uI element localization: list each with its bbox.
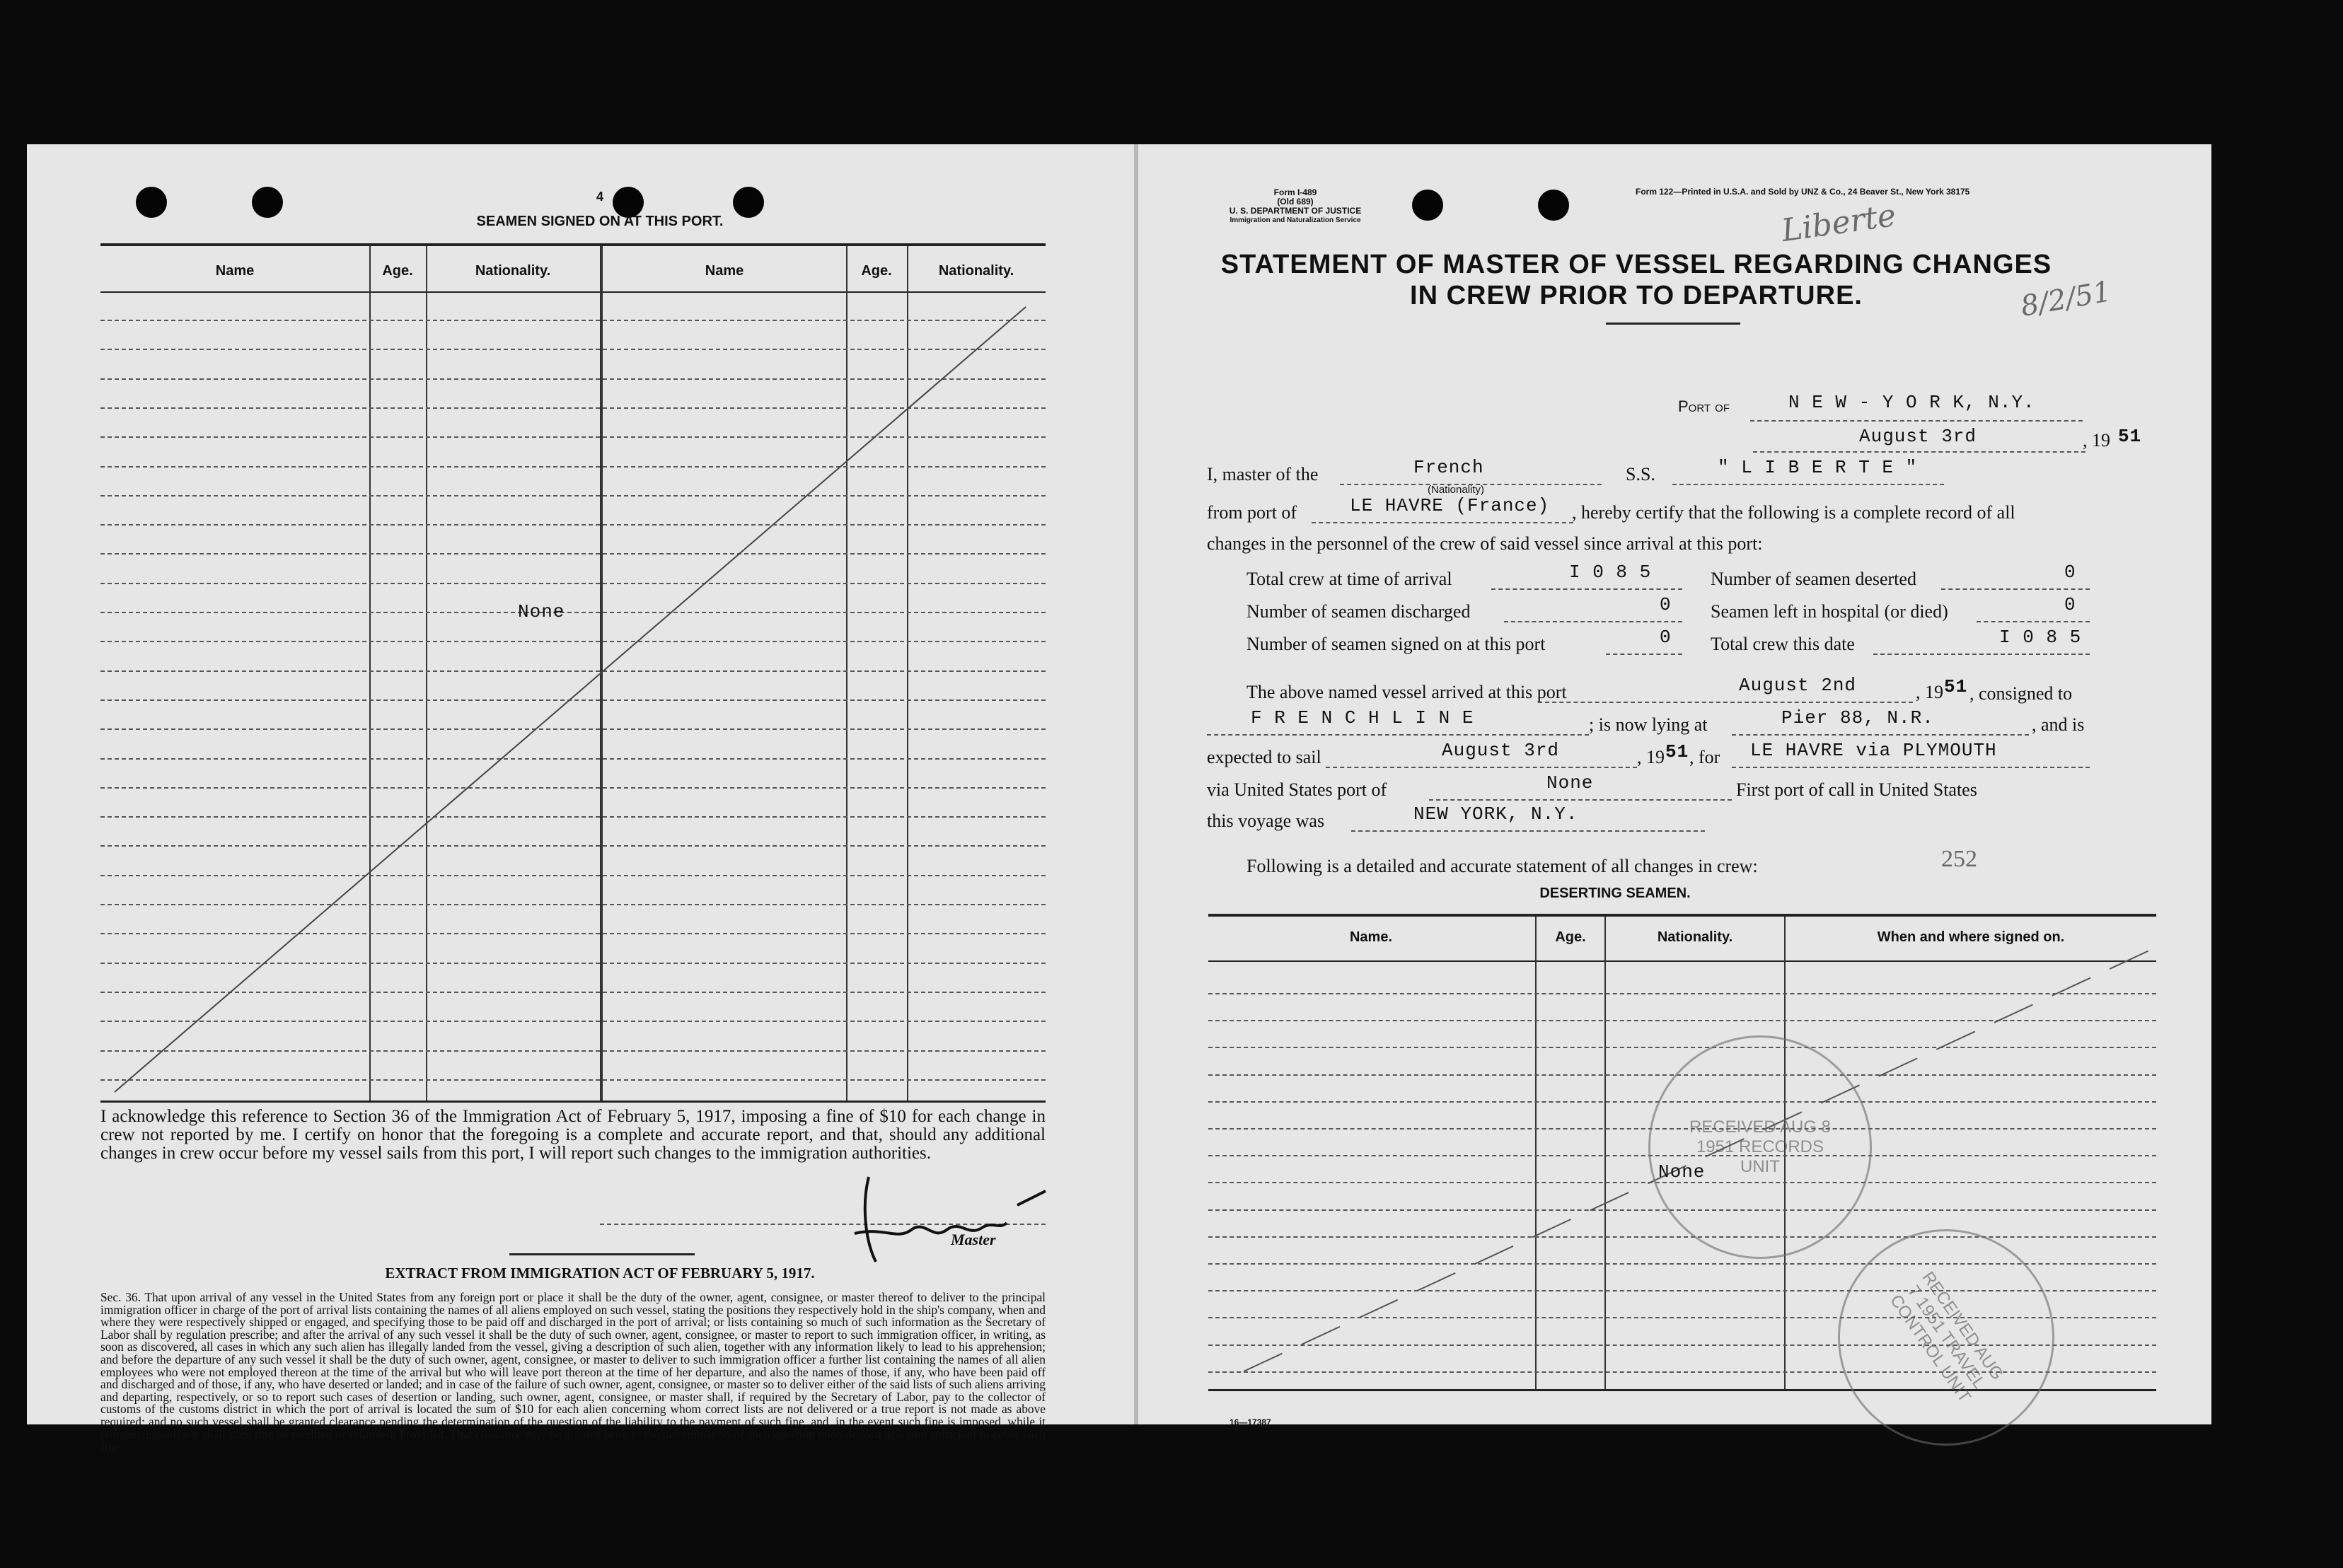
left-page-title: SEAMEN SIGNED ON AT THIS PORT. <box>476 214 724 229</box>
column-header: Age. <box>382 263 413 279</box>
for-value: LE HAVRE via PLYMOUTH <box>1750 740 1997 761</box>
via-label: via United States port of <box>1207 779 1387 800</box>
master-of-label: I, master of the <box>1207 464 1319 484</box>
signed-on-label: Number of seamen signed on at this port <box>1246 634 1546 654</box>
ship-line <box>1672 484 1944 485</box>
printer-note: Form 122—Printed in U.S.A. and Sold by UNZ & Co., 24 Beaver St., New York 38175 <box>1636 187 1970 197</box>
extract-rule <box>509 1253 695 1255</box>
deserting-table-top-rule <box>1208 914 2156 917</box>
voyage-label: this voyage was <box>1207 811 1325 831</box>
column-header: Age. <box>861 263 892 279</box>
count-line <box>1977 621 2090 622</box>
deserting-column-header: Nationality. <box>1657 929 1733 945</box>
expected-year-value: 51 <box>1665 741 1689 762</box>
consignee-value: F R E N C H L I N E <box>1251 707 1474 728</box>
arrived-value: August 2nd <box>1739 675 1857 696</box>
total-arrival-value: I 0 8 5 <box>1569 562 1652 583</box>
count-line <box>1504 621 1682 622</box>
page-number: 4 <box>596 190 603 204</box>
ss-label: S.S. <box>1626 464 1655 484</box>
count-line <box>1941 588 2090 590</box>
and-is-text: , and is <box>2032 714 2085 735</box>
port-value: N E W - Y O R K, N.Y. <box>1788 392 2035 413</box>
port-label: Port of <box>1678 397 1730 415</box>
signed-on-value: 0 <box>1660 627 1672 648</box>
acknowledgement-text: I acknowledge this reference to Section 36 of the Immigration Act of February 5, 1917, imposing a fine of $10 for each change in crew not reported by me. I certify on honor that the foregoing is a complete and accurate report, and that, should any additional changes in crew occur before my vessel sails from this port, I will report such changes to the immigration authorities. <box>100 1107 1046 1163</box>
voyage-value: NEW YORK, N.Y. <box>1413 803 1578 825</box>
arrived-line <box>1538 702 1913 703</box>
left-table-entry: None <box>518 601 565 622</box>
certify-text: , hereby certify that the following is a complete record of all <box>1572 502 2015 523</box>
lying-value: Pier 88, N.R. <box>1781 707 1934 728</box>
port-line <box>1750 420 2083 422</box>
form-title-line2: IN CREW PRIOR TO DEPARTURE. <box>1410 281 1863 310</box>
count-line <box>1491 588 1682 590</box>
for-line <box>1732 767 2090 768</box>
form-id-old: (Old 689) <box>1277 197 1314 207</box>
deserted-label: Number of seamen deserted <box>1711 569 1916 589</box>
deserting-column-header: Name. <box>1349 929 1393 945</box>
stamp-number: 252 <box>1941 846 1977 872</box>
first-port-label: First port of call in United States <box>1736 779 1977 800</box>
title-rule <box>1606 323 1740 325</box>
count-line <box>1873 654 2090 655</box>
voyage-line <box>1351 830 1705 832</box>
form-title-line1: STATEMENT OF MASTER OF VESSEL REGARDING CHANGES <box>1220 250 2052 279</box>
arrived-label: The above named vessel arrived at this port <box>1246 682 1567 702</box>
page-fold <box>1134 144 1138 1424</box>
table-header-rule <box>100 291 1046 293</box>
via-line <box>1429 799 1732 801</box>
year-prefix: , 19 <box>1637 747 1665 767</box>
total-date-label: Total crew this date <box>1711 634 1855 654</box>
nationality-caption: (Nationality) <box>1428 484 1485 496</box>
following-text: Following is a detailed and accurate statement of all changes in crew: <box>1246 856 1758 876</box>
extract-title: EXTRACT FROM IMMIGRATION ACT OF FEBRUARY 5, 1917. <box>385 1265 815 1282</box>
column-header: Name <box>215 263 255 279</box>
expected-label: expected to sail <box>1207 747 1321 767</box>
deserting-column-header: When and where signed on. <box>1877 929 2065 945</box>
date-line <box>1753 451 2085 453</box>
via-value: None <box>1546 772 1594 794</box>
lying-line <box>1732 734 2029 736</box>
for-label: , for <box>1689 747 1720 767</box>
deserting-column-header: Age. <box>1555 929 1586 945</box>
hospital-label: Seamen left in hospital (or died) <box>1711 601 1948 622</box>
changes-text: changes in the personnel of the crew of said vessel since arrival at this port: <box>1207 533 1763 554</box>
consigned-label: , consigned to <box>1969 683 2073 704</box>
signature-label: Master <box>951 1231 996 1248</box>
service-name: Immigration and Naturalization Service <box>1230 216 1361 224</box>
deserted-value: 0 <box>2064 562 2076 583</box>
discharged-value: 0 <box>1660 594 1672 615</box>
master-signature <box>840 1163 1053 1269</box>
from-port-label: from port of <box>1207 502 1297 523</box>
table-bottom-rule <box>100 1100 1046 1103</box>
total-arrival-label: Total crew at time of arrival <box>1246 569 1452 589</box>
travel-control-stamp-text: RECEIVED AUG 7 1951 TRAVEL CONTROL UNIT <box>1886 1268 2008 1406</box>
consignee-line <box>1207 734 1589 736</box>
table-top-rule <box>100 243 1046 246</box>
deserting-title: DESERTING SEAMEN. <box>1539 885 1691 901</box>
document-sheet <box>27 144 2211 1454</box>
discharged-label: Number of seamen discharged <box>1246 601 1471 622</box>
arrived-year-value: 51 <box>1944 676 1968 697</box>
year-prefix: , 19 <box>1916 682 1943 702</box>
hospital-value: 0 <box>2064 594 2076 615</box>
received-records-stamp <box>1648 1035 1872 1259</box>
from-port-value: LE HAVRE (France) <box>1350 495 1550 516</box>
form-id: Form I-489 <box>1273 187 1317 197</box>
nationality-value: French <box>1413 457 1484 478</box>
right-page <box>1145 144 2211 1427</box>
form-header-block <box>1207 188 1384 225</box>
records-stamp-text: RECEIVED AUG 8 1951 RECORDS UNIT <box>1689 1117 1832 1176</box>
deserting-table-entry: None <box>1658 1161 1706 1183</box>
footer-code: 16—17387 <box>1230 1417 1271 1427</box>
count-line <box>1606 654 1682 655</box>
left-page <box>27 144 1130 1454</box>
department-name: U. S. DEPARTMENT OF JUSTICE <box>1229 206 1362 216</box>
total-date-value: I 0 8 5 <box>1999 627 2082 648</box>
cancel-diagonal-line <box>100 300 1046 1099</box>
extract-text: Sec. 36. That upon arrival of any vessel in the United States from any foreign port or place it shall be the duty of the owner, agent, consignee, or master thereof to deliver to the principal immigration officer in charge of the port of arrival lists containing the names of all aliens employed on such vessel, stating the positions they respectively hold in the ship's company, when and where they were respectively shipped or engaged, and specifying those to be paid off and discharged in the port of arrival; or lists containing so much of such information as the Secretary of Labor shall by regulation prescribe; and after the arrival of any such vessel it shall be the duty of such owner, agent, consignee, or master to report to such immigration officer, in writing, as soon as discovered, all cases in which any such alien has illegally landed from the vessel, giving a description of such alien, together with any information likely to lead to his apprehension; and before the departure of any such vessel it shall be the duty of such owner, agent, consignee, or master to deliver to such immigration officer a further list containing the names of all alien employees who were not employed thereon at the time of the arrival but who will leave port thereon at the time of her departure, and also the names of those, if any, who have been paid off and discharged and of those, if any, who have deserted or landed; and in case of the failure of such owner, agent, consignee, or master so to deliver either of the said lists of such aliens arriving and departing, respectively, or so to report such cases of desertion or landing, such owner, agent, consignee, or master shall, if required by the Secretary of Labor, pay to the collector of customs of the customs district in which the port of arrival is located the sum of $10 for each alien concerning whom correct lists are not delivered or a true report is not made as above required; and no such vessel shall be granted clearance pending the determination of the question of the liability to the payment of such fine, and, in the event such fine is imposed, while it remains unpaid; nor shall such fine be remitted or refunded; Provided, That clearance may be granted prior to the determination of such question upon deposit of a sum sufficient to cover such fine. <box>100 1290 1046 1454</box>
date-value: August 3rd <box>1859 426 1977 447</box>
expected-value: August 3rd <box>1442 740 1560 761</box>
from-port-line <box>1312 522 1573 523</box>
column-header: Nationality. <box>938 263 1014 279</box>
column-header: Name <box>705 263 744 279</box>
form-title <box>1187 249 2085 311</box>
expected-line <box>1326 767 1637 768</box>
handwritten-ship-name: Liberte <box>1779 197 1899 250</box>
ship-value: " L I B E R T E " <box>1718 457 1918 478</box>
lying-label: ; is now lying at <box>1589 714 1708 735</box>
year-value: 51 <box>2118 426 2142 447</box>
column-header: Nationality. <box>475 263 551 279</box>
year-prefix: , 19 <box>2083 430 2110 451</box>
handwritten-date: 8/2/51 <box>2018 275 2114 323</box>
